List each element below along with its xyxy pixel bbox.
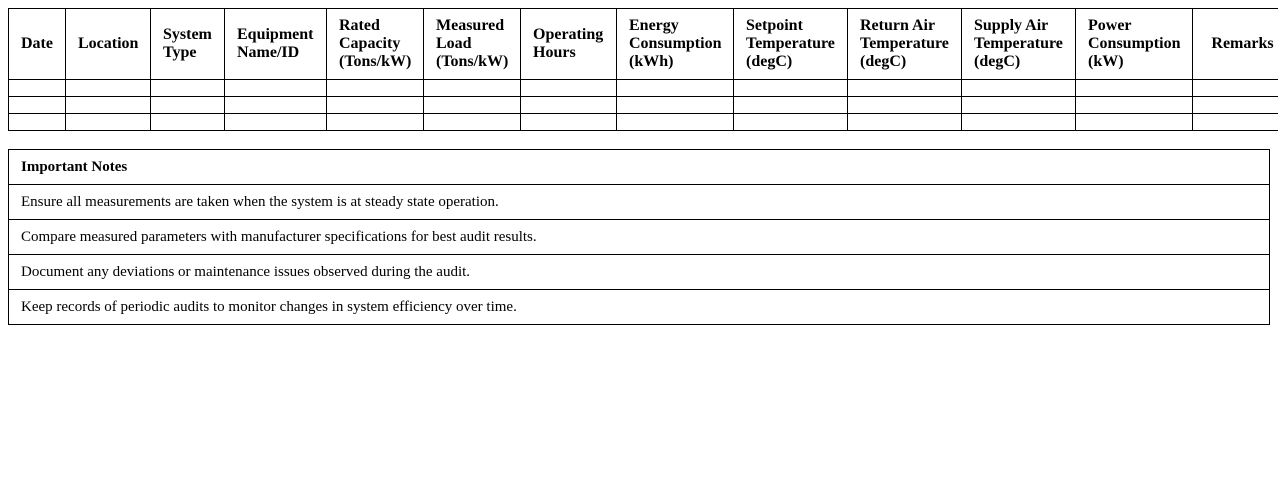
table-cell: [962, 114, 1076, 131]
note-item: Ensure all measurements are taken when the system is at steady state operation.: [9, 185, 1270, 220]
header-return-air-temperature: Return Air Temperature (degC): [848, 9, 962, 80]
table-cell: [521, 114, 617, 131]
table-cell: [1193, 114, 1278, 131]
table-cell: [617, 97, 734, 114]
audit-table: [8, 8, 1278, 131]
note-row: [9, 255, 1270, 290]
notes-table: [8, 149, 1270, 325]
table-row: [9, 97, 1278, 114]
table-cell: [9, 114, 66, 131]
table-cell: [617, 80, 734, 97]
header-measured-load: Measured Load (Tons/kW): [424, 9, 521, 80]
table-cell: [327, 97, 424, 114]
table-cell: [424, 97, 521, 114]
table-cell: [848, 114, 962, 131]
table-cell: [848, 80, 962, 97]
table-cell: [66, 97, 151, 114]
note-row: [9, 220, 1270, 255]
table-cell: [9, 80, 66, 97]
table-row: [9, 80, 1278, 97]
header-row: [9, 9, 1278, 80]
table-cell: [1193, 80, 1278, 97]
table-cell: [521, 97, 617, 114]
table-cell: [962, 80, 1076, 97]
header-supply-air-temperature: Supply Air Temperature (degC): [962, 9, 1076, 80]
table-cell: [1076, 80, 1193, 97]
table-cell: [151, 114, 225, 131]
header-setpoint-temperature: Setpoint Temperature (degC): [734, 9, 848, 80]
table-cell: [1193, 97, 1278, 114]
table-cell: [327, 114, 424, 131]
table-cell: [151, 80, 225, 97]
table-cell: [734, 114, 848, 131]
table-cell: [327, 80, 424, 97]
note-item: Compare measured parameters with manufacturer specifications for best audit results.: [9, 220, 1270, 255]
header-remarks: Remarks: [1193, 9, 1278, 80]
table-cell: [962, 97, 1076, 114]
table-cell: [151, 97, 225, 114]
notes-header-row: [9, 150, 1270, 185]
table-cell: [617, 114, 734, 131]
header-energy-consumption: Energy Consumption (kWh): [617, 9, 734, 80]
table-cell: [225, 97, 327, 114]
table-cell: [225, 80, 327, 97]
header-rated-capacity: Rated Capacity (Tons/kW): [327, 9, 424, 80]
table-cell: [848, 97, 962, 114]
table-cell: [424, 80, 521, 97]
note-row: [9, 290, 1270, 325]
note-item: Document any deviations or maintenance issues observed during the audit.: [9, 255, 1270, 290]
table-cell: [424, 114, 521, 131]
notes-title: Important Notes: [9, 150, 1270, 185]
table-cell: [66, 80, 151, 97]
note-item: Keep records of periodic audits to monitor changes in system efficiency over time.: [9, 290, 1270, 325]
header-operating-hours: Operating Hours: [521, 9, 617, 80]
header-system-type: System Type: [151, 9, 225, 80]
table-cell: [521, 80, 617, 97]
table-cell: [9, 97, 66, 114]
table-cell: [734, 80, 848, 97]
table-cell: [225, 114, 327, 131]
header-date: Date: [9, 9, 66, 80]
table-cell: [734, 97, 848, 114]
header-location: Location: [66, 9, 151, 80]
header-equipment-name: Equipment Name/ID: [225, 9, 327, 80]
table-row: [9, 114, 1278, 131]
table-cell: [1076, 97, 1193, 114]
table-cell: [1076, 114, 1193, 131]
table-cell: [66, 114, 151, 131]
header-power-consumption: Power Consumption (kW): [1076, 9, 1193, 80]
note-row: [9, 185, 1270, 220]
